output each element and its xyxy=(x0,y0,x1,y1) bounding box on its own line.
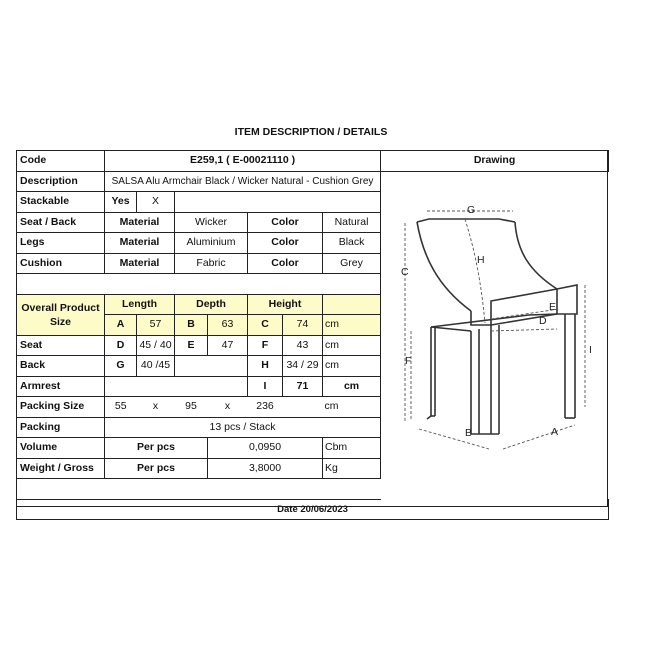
dim-value-d: 45 / 40 xyxy=(137,335,175,356)
dimension-lines xyxy=(405,211,585,449)
dim-letter-g: G xyxy=(105,356,137,377)
armrest-label: Armrest xyxy=(17,376,105,397)
volume-unit: Cbm xyxy=(323,438,381,459)
material-value: Wicker xyxy=(175,212,248,233)
dim-value-i: 71 xyxy=(283,376,323,397)
color-value: Black xyxy=(323,233,381,254)
dim-letter-c: C xyxy=(248,315,283,336)
packing-depth: 95 xyxy=(175,397,208,418)
packing-value: 13 pcs / Stack xyxy=(105,417,381,438)
material-value: Fabric xyxy=(175,253,248,274)
dim-label-a: A xyxy=(551,426,559,438)
dim-letter-d: D xyxy=(105,335,137,356)
color-value: Grey xyxy=(323,253,381,274)
packing-size-label: Packing Size xyxy=(17,397,105,418)
weight-unit: Kg xyxy=(323,458,381,479)
spacer-bottom-cell xyxy=(17,479,381,500)
row-date xyxy=(17,499,609,520)
dim-value-g: 40 /45 xyxy=(137,356,175,377)
color-value: Natural xyxy=(323,212,381,233)
dim-letter-f: F xyxy=(248,335,283,356)
dim-letter-i: I xyxy=(248,376,283,397)
row-code xyxy=(17,151,609,172)
back-empty xyxy=(175,356,248,377)
material-value: Aluminium xyxy=(175,233,248,254)
drawing-header: Drawing xyxy=(381,151,609,172)
dim-label-b: B xyxy=(465,427,473,439)
date-footer: Date 20/06/2023 xyxy=(17,499,609,520)
color-label: Color xyxy=(248,253,323,274)
height-header: Height xyxy=(248,294,323,315)
color-label: Color xyxy=(248,212,323,233)
dim-label-i: I xyxy=(589,344,592,356)
stackable-mark: X xyxy=(137,192,175,213)
material-row-label: Cushion xyxy=(17,253,105,274)
dim-label-g: G xyxy=(467,204,476,216)
material-label: Material xyxy=(105,212,175,233)
stackable-yes: Yes xyxy=(105,192,137,213)
overall-header-empty xyxy=(323,294,381,315)
packing-label: Packing xyxy=(17,417,105,438)
dim-label-h: H xyxy=(477,254,485,266)
stackable-label: Stackable xyxy=(17,192,105,213)
dim-value-c: 74 xyxy=(283,315,323,336)
overall-size-label: Overall Product Size xyxy=(17,294,105,335)
volume-label: Volume xyxy=(17,438,105,459)
weight-label: Weight / Gross xyxy=(17,458,105,479)
dim-value-a: 57 xyxy=(137,315,175,336)
volume-per: Per pcs xyxy=(105,438,208,459)
volume-value: 0,0950 xyxy=(208,438,323,459)
weight-per: Per pcs xyxy=(105,458,208,479)
stackable-empty xyxy=(175,192,381,213)
packing-x1: x xyxy=(137,397,175,418)
dim-value-h: 34 / 29 xyxy=(283,356,323,377)
spec-sheet xyxy=(16,150,608,515)
chair-outline xyxy=(417,219,577,434)
dim-label-f: F xyxy=(405,355,412,367)
material-row-label: Seat / Back xyxy=(17,212,105,233)
spacer-cell xyxy=(17,274,381,295)
packing-width: 55 xyxy=(105,397,137,418)
back-label: Back xyxy=(17,356,105,377)
dim-value-b: 63 xyxy=(208,315,248,336)
depth-header: Depth xyxy=(175,294,248,315)
packing-unit: cm xyxy=(323,397,381,418)
weight-value: 3,8000 xyxy=(208,458,323,479)
dim-value-f: 43 xyxy=(283,335,323,356)
dim-letter-b: B xyxy=(175,315,208,336)
code-value: E259,1 ( E-00021110 ) xyxy=(105,151,381,172)
dim-letter-e: E xyxy=(175,335,208,356)
packing-height: 236 xyxy=(248,397,283,418)
dim-letter-h: H xyxy=(248,356,283,377)
dim-unit: cm xyxy=(323,315,381,336)
seat-unit: cm xyxy=(323,335,381,356)
dim-label-c: C xyxy=(401,266,409,278)
chair-drawing xyxy=(379,171,606,484)
material-label: Material xyxy=(105,253,175,274)
armrest-empty xyxy=(105,376,248,397)
dim-label-e: E xyxy=(549,301,557,313)
packing-x2: x xyxy=(208,397,248,418)
material-row-label: Legs xyxy=(17,233,105,254)
seat-label: Seat xyxy=(17,335,105,356)
code-label: Code xyxy=(17,151,105,172)
armrest-unit: cm xyxy=(323,376,381,397)
length-header: Length xyxy=(105,294,175,315)
dim-label-d: D xyxy=(539,315,547,327)
back-unit: cm xyxy=(323,356,381,377)
page-title: ITEM DESCRIPTION / DETAILS xyxy=(234,126,388,138)
material-label: Material xyxy=(105,233,175,254)
dimension-labels xyxy=(401,204,592,439)
color-label: Color xyxy=(248,233,323,254)
dim-letter-a: A xyxy=(105,315,137,336)
dim-value-e: 47 xyxy=(208,335,248,356)
description-label: Description xyxy=(17,171,105,192)
description-value: SALSA Alu Armchair Black / Wicker Natural - Cushion Grey xyxy=(105,171,381,192)
